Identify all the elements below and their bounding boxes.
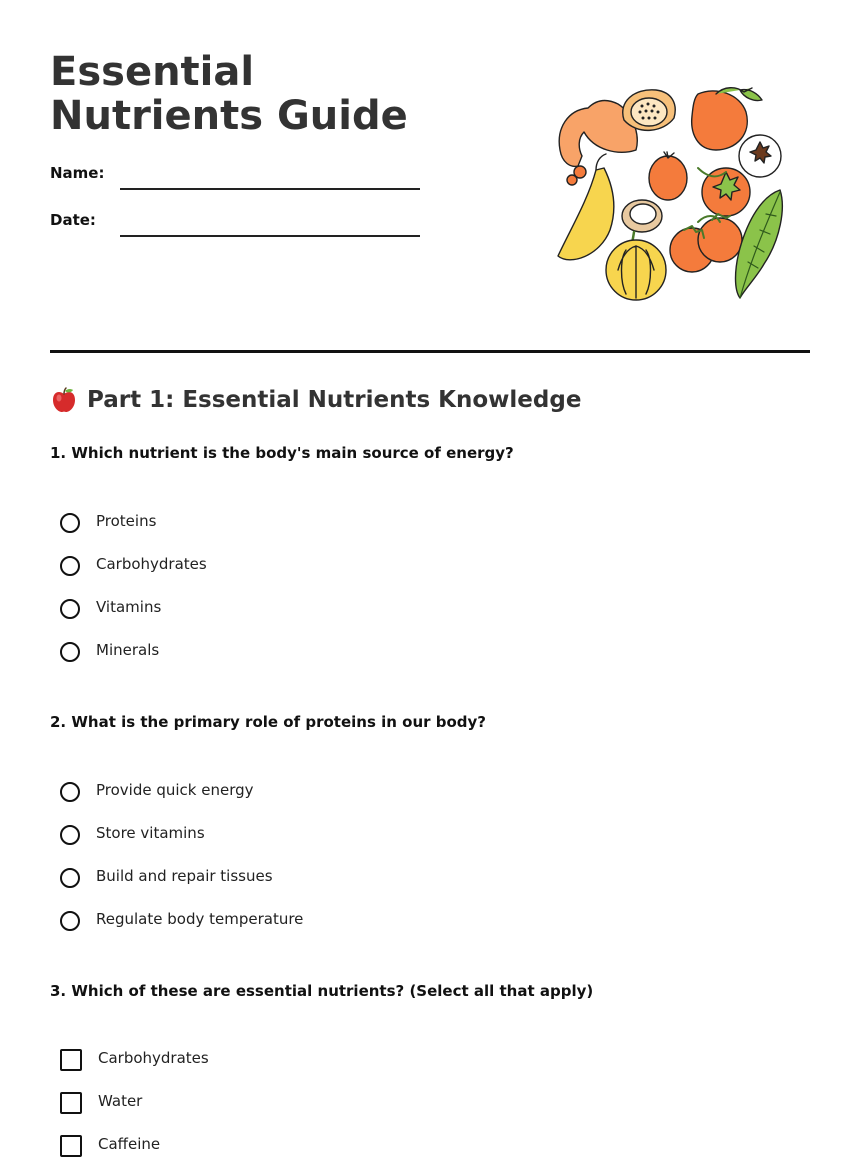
- option-label: Regulate body temperature: [96, 910, 304, 928]
- option-vitamins[interactable]: [60, 594, 207, 637]
- question-3-options: [60, 1045, 209, 1174]
- page-title: Essential Nutrients Guide: [50, 49, 408, 139]
- option-store-vitamins[interactable]: [60, 820, 303, 863]
- date-input-line[interactable]: [120, 235, 420, 237]
- option-provide-quick-energy[interactable]: [60, 777, 303, 820]
- option-label: Proteins: [96, 512, 157, 530]
- radio-button[interactable]: [60, 782, 80, 802]
- date-field: [50, 207, 420, 237]
- question-1: 1. Which nutrient is the body's main source of energy?: [50, 444, 514, 462]
- question-2: 2. What is the primary role of proteins in our body?: [50, 713, 487, 731]
- option-build-and-repair-tissues[interactable]: [60, 863, 303, 906]
- date-label: Date:: [50, 211, 96, 229]
- option-label: Water: [98, 1092, 143, 1110]
- radio-button[interactable]: [60, 642, 80, 662]
- radio-button[interactable]: [60, 556, 80, 576]
- option-label: Minerals: [96, 641, 160, 659]
- red-apple-icon: [50, 386, 78, 414]
- name-field: [50, 160, 420, 190]
- option-label: Store vitamins: [96, 824, 205, 842]
- radio-button[interactable]: [60, 513, 80, 533]
- option-label: Caffeine: [98, 1135, 161, 1153]
- name-label: Name:: [50, 164, 105, 182]
- radio-button[interactable]: [60, 911, 80, 931]
- option-label: Provide quick energy: [96, 781, 254, 799]
- radio-button[interactable]: [60, 825, 80, 845]
- option-carbohydrates-checkbox[interactable]: [60, 1045, 209, 1088]
- checkbox[interactable]: [60, 1049, 82, 1071]
- option-label: Build and repair tissues: [96, 867, 273, 885]
- option-water-checkbox[interactable]: [60, 1088, 209, 1131]
- question-2-options: [60, 777, 303, 949]
- option-regulate-body-temperature[interactable]: [60, 906, 303, 949]
- option-carbohydrates[interactable]: [60, 551, 207, 594]
- option-minerals[interactable]: [60, 637, 207, 680]
- option-label: Carbohydrates: [98, 1049, 209, 1067]
- checkbox[interactable]: [60, 1135, 82, 1157]
- section-heading: [50, 386, 581, 414]
- fruits-and-vegetables-illustration: [548, 80, 792, 308]
- question-1-options: [60, 508, 207, 680]
- checkbox[interactable]: [60, 1092, 82, 1114]
- radio-button[interactable]: [60, 599, 80, 619]
- radio-button[interactable]: [60, 868, 80, 888]
- option-label: Carbohydrates: [96, 555, 207, 573]
- option-label: Vitamins: [96, 598, 162, 616]
- option-proteins[interactable]: [60, 508, 207, 551]
- question-3: 3. Which of these are essential nutrients? (Select all that apply): [50, 982, 594, 1000]
- option-caffeine-checkbox[interactable]: [60, 1131, 209, 1174]
- name-input-line[interactable]: [120, 188, 420, 190]
- section-divider: [50, 350, 810, 353]
- section-heading-text: Part 1: Essential Nutrients Knowledge: [87, 387, 582, 413]
